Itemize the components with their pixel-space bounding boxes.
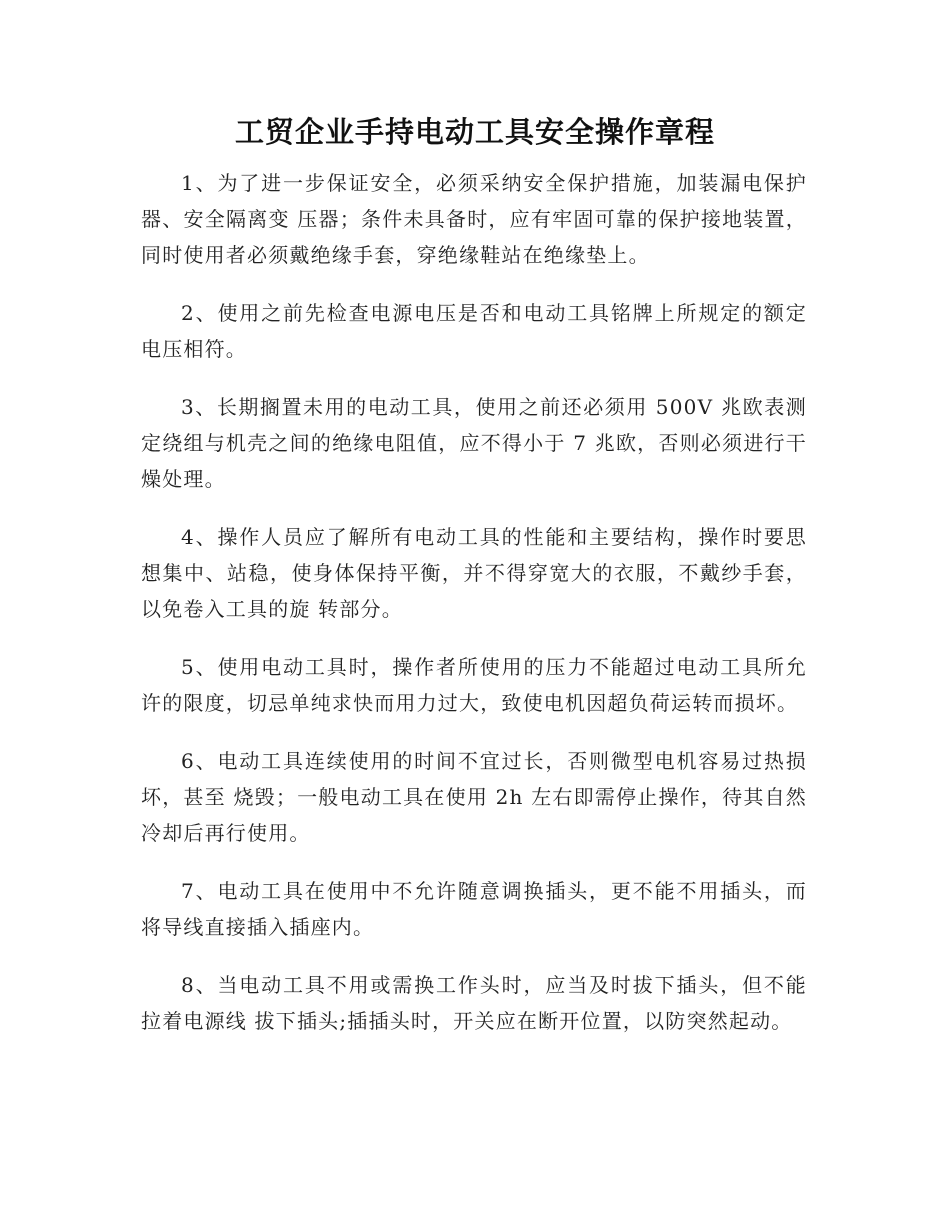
paragraph-4: 4、操作人员应了解所有电动工具的性能和主要结构，操作时要思想集中、站稳，使身体保持平衡，并不得穿宽大的衣服，不戴纱手套，以免卷入工具的旋 转部分。 <box>141 525 807 621</box>
paragraph-7: 7、电动工具在使用中不允许随意调换插头，更不能不用插头，而将导线直接插入插座内。 <box>141 879 807 939</box>
paragraph-8: 8、当电动工具不用或需换工作头时，应当及时拔下插头，但不能拉着电源线 拔下插头;插插头时，开关应在断开位置，以防突然起动。 <box>141 973 807 1033</box>
document-title: 工贸企业手持电动工具安全操作章程 <box>234 115 715 149</box>
paragraph-2: 2、使用之前先检查电源电压是否和电动工具铭牌上所规定的额定电压相符。 <box>141 301 807 361</box>
paragraph-1: 1、为了进一步保证安全，必须采纳安全保护措施，加装漏电保护器、安全隔离变 压器；条件未具备时，应有牢固可靠的保护接地装置，同时使用者必须戴绝缘手套，穿绝缘鞋站在绝缘垫上。 <box>141 171 807 267</box>
document-body <box>141 165 807 1061</box>
paragraph-6: 6、电动工具连续使用的时间不宜过长，否则微型电机容易过热损坏，甚至 烧毁；一般电动工具在使用 2h 左右即需停止操作，待其自然冷却后再行使用。 <box>141 749 807 845</box>
paragraph-3: 3、长期搁置未用的电动工具，使用之前还必须用 500V 兆欧表测定绕组与机壳之间的绝缘电阻值，应不得小于 7 兆欧，否则必须进行干燥处理。 <box>141 395 807 491</box>
paragraph-5: 5、使用电动工具时，操作者所使用的压力不能超过电动工具所允许的限度，切忌单纯求快而用力过大，致使电机因超负荷运转而损坏。 <box>141 655 807 715</box>
